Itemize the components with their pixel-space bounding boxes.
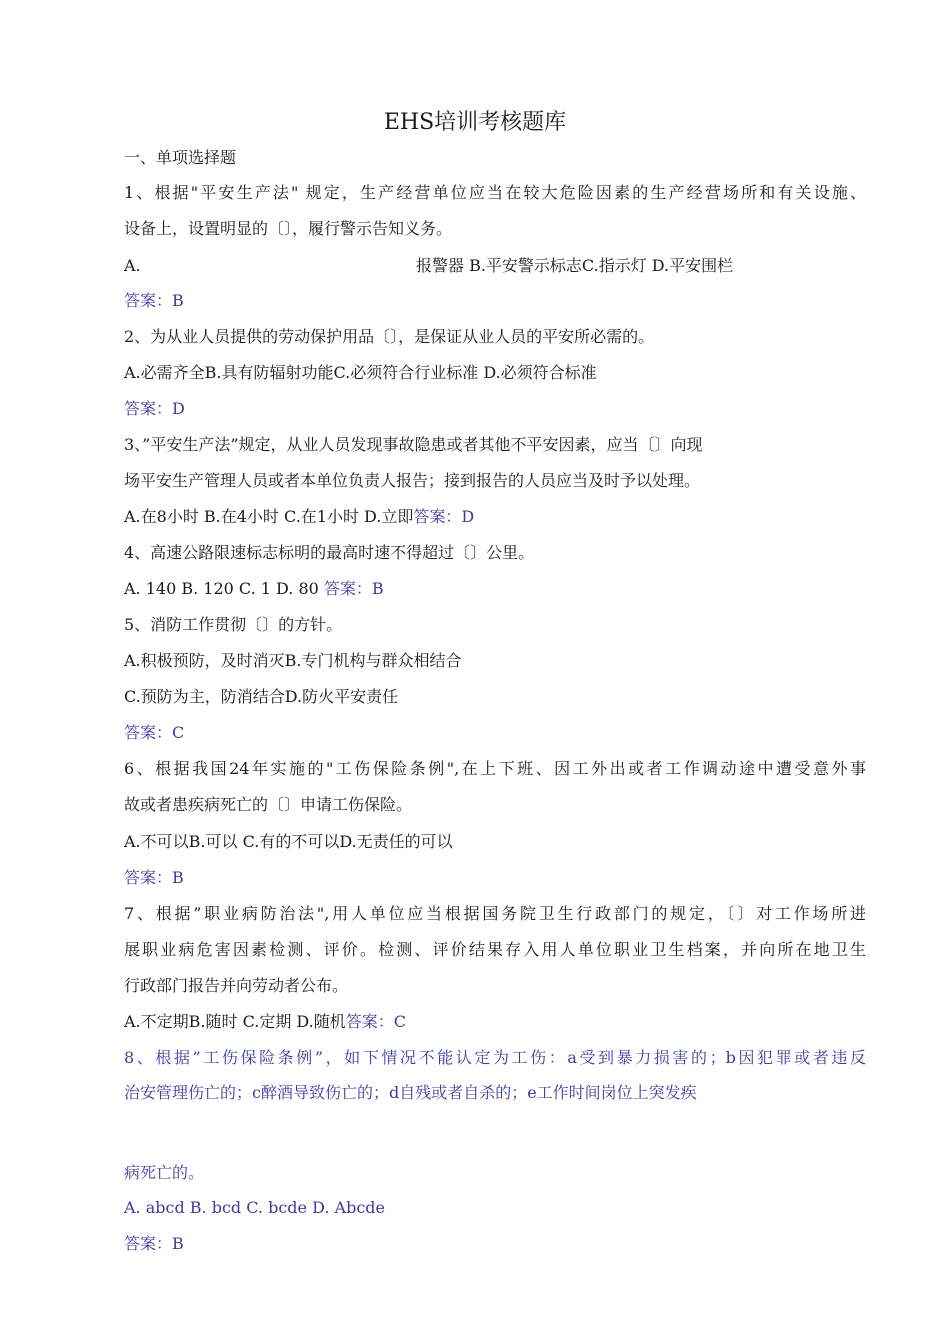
question-5-answer: 答案：C <box>124 723 185 742</box>
question-8-line-3: 病死亡的。 <box>124 1163 205 1182</box>
question-1-option-a: A. <box>124 256 141 275</box>
question-4-line-1: 4、高速公路限速标志标明的最高时速不得超过〔〕公里。 <box>124 543 535 562</box>
question-7-line-2: 展职业病危害因素检测、评价。检测、评价结果存入用人单位职业卫生档案，并向所在地卫生 <box>124 940 866 959</box>
question-8-answer: 答案：B <box>124 1234 184 1253</box>
question-7-options <box>124 1011 406 1033</box>
question-2-answer: 答案：D <box>124 399 185 418</box>
question-7-line-3: 行政部门报告并向劳动者公布。 <box>124 976 349 995</box>
question-3-line-1: 3、”平安生产法”规定，从业人员发现事故隐患或者其他不平安因素，应当〔〕向现 <box>124 435 703 454</box>
question-7-line-1: 7、根据”职业病防治法",用人单位应当根据国务院卫生行政部门的规定，〔〕对工作场所进 <box>124 904 866 923</box>
question-3-line-2: 场平安生产管理人员或者本单位负责人报告；接到报告的人员应当及时予以处理。 <box>124 471 701 490</box>
question-2-options: A.必需齐全B.具有防辐射功能C.必须符合行业标准 D.必须符合标准 <box>124 363 597 382</box>
question-6-line-2: 故或者患疾病死亡的〔〕申请工伤保险。 <box>124 795 413 814</box>
question-3-options <box>124 506 474 528</box>
question-5-options-1: A.积极预防，及时消灭B.专门机构与群众相结合 <box>124 651 462 670</box>
question-4-option-list: A. 140 B. 120 C. 1 D. 80 <box>124 579 319 598</box>
section-heading: 一、单项选择题 <box>124 148 237 167</box>
document-title: EHS培训考核题库 <box>383 110 567 135</box>
question-2-line-1: 2、为从业人员提供的劳动保护用品〔〕，是保证从业人员的平安所必需的。 <box>124 327 655 346</box>
question-8-options: A. abcd B. bcd C. bcde D. Abcde <box>124 1198 385 1217</box>
question-8-line-2: 治安管理伤亡的；c醉酒导致伤亡的；d自残或者自杀的；e工作时间岗位上突发疾 <box>124 1083 697 1102</box>
question-1-answer: 答案：B <box>124 291 184 310</box>
question-7-answer: 答案：C <box>345 1012 407 1031</box>
question-1-options-rest: 报警器 B.平安警示标志C.指示灯 D.平安围栏 <box>416 256 734 275</box>
question-8-line-1: 8、根据”工伤保险条例”，如下情况不能认定为工伤：a受到暴力损害的；b因犯罪或者违反 <box>124 1048 866 1067</box>
question-4-answer: 答案：B <box>323 579 384 598</box>
question-4-options <box>124 578 384 600</box>
question-3-option-list: A.在8小时 B.在4小时 C.在1小时 D.立即 <box>124 507 414 526</box>
question-1-line-1: 1、根据"平安生产法" 规定，生产经营单位应当在较大危险因素的生产经营场所和有关设施、 <box>124 183 866 202</box>
question-6-options: A.不可以B.可以 C.有的不可以D.无责任的可以 <box>124 832 453 851</box>
question-1-line-2: 设备上，设置明显的〔〕，履行警示告知义务。 <box>124 219 453 238</box>
question-7-option-list: A.不定期B.随时 C.定期 D.随机 <box>124 1012 346 1031</box>
question-6-answer: 答案：B <box>124 868 184 887</box>
question-3-answer: 答案：D <box>413 507 475 526</box>
question-6-line-1: 6、根据我国24年实施的"工伤保险条例",在上下班、因工外出或者工作调动途中遭受意外事 <box>124 759 866 778</box>
question-1-options <box>124 255 733 277</box>
question-5-options-2: C.预防为主，防消结合D.防火平安责任 <box>124 687 399 706</box>
question-5-line-1: 5、消防工作贯彻〔〕的方针。 <box>124 615 343 634</box>
